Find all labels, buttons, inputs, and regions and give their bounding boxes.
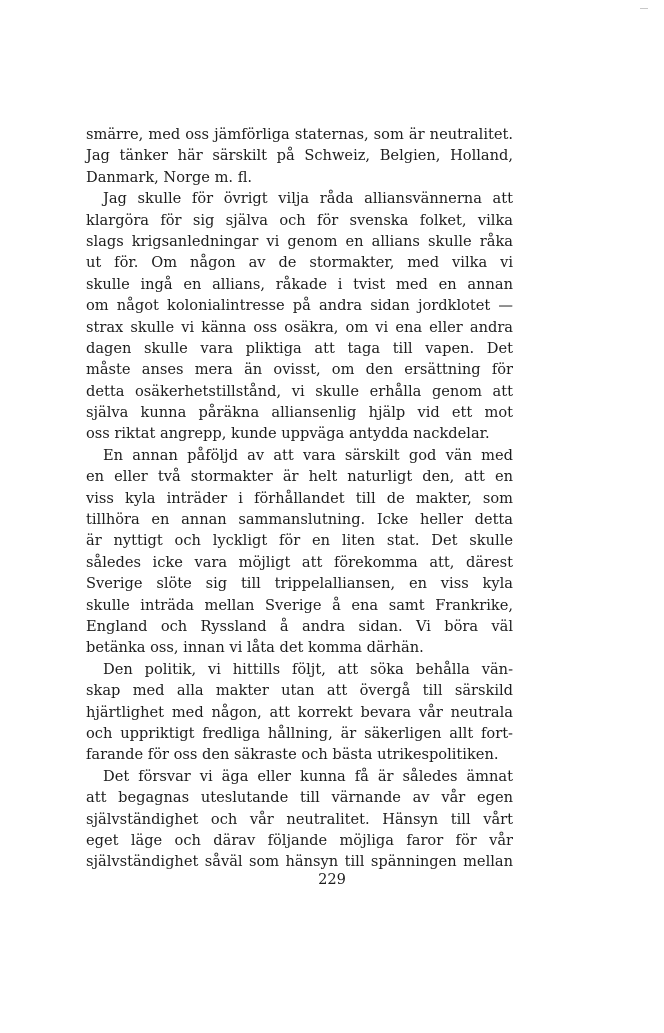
text-line: smärre, med oss jämförliga staternas, som är neutralitet. [86, 126, 513, 143]
text-line: måste anses mera än ovisst, om den ersättning för [86, 361, 513, 379]
text-line: om något kolonialintresse på andra sidan jordklotet — [86, 297, 513, 315]
text-line: farande för oss den säkraste och bästa utrikespolitiken. [86, 746, 499, 764]
text-line: skulle inträda mellan Sverige å ena samt Frankrike, [86, 596, 513, 614]
text-line: själva kunna påräkna alliansenlig hjälp vid ett mot [86, 404, 513, 422]
text-line: hjärtlighet med någon, att korrekt bevara vår neutrala [86, 703, 513, 721]
text-line: detta osäkerhetstillstånd, vi skulle erhålla genom att [86, 382, 513, 400]
text-line: Jag skulle för övrigt vilja råda alliansvännerna att [103, 190, 513, 208]
text-line: att begagnas uteslutande till värnande av vår egen [86, 789, 513, 807]
page-number: 229 [318, 871, 346, 888]
text-line: viss kyla inträder i förhållandet till de makter, som [86, 489, 513, 507]
body-text [86, 124, 513, 873]
text-line: Den politik, vi hittills följt, att söka behålla vän- [103, 660, 513, 678]
text-line: dagen skulle vara pliktiga att taga till vapen. Det [86, 339, 513, 357]
text-line: ut för. Om någon av de stormakter, med vilka vi [86, 254, 513, 272]
text-line: En annan påföljd av att vara särskilt god vän med [103, 446, 513, 464]
text-line: således icke vara möjligt att förekomma att, därest [86, 553, 513, 571]
text-line: Det försvar vi äga eller kunna få är således ämnat [103, 767, 513, 785]
text-line: oss riktat angrepp, kunde uppväga antydda nackdelar. [86, 425, 490, 443]
text-line: klargöra för sig själva och för svenska folket, vilka [86, 211, 513, 229]
text-line: Jag tänker här särskilt på Schweiz, Belgien, Holland, [86, 147, 513, 165]
text-line: betänka oss, innan vi låta det komma därhän. [86, 639, 424, 657]
text-line: självständighet och vår neutralitet. Hänsyn till vårt [86, 810, 513, 828]
text-line: skulle ingå en allians, råkade i tvist med en annan [86, 275, 513, 293]
text-line: England och Ryssland å andra sidan. Vi böra väl [86, 617, 513, 635]
text-line: är nyttigt och lyckligt för en liten stat. Det skulle [86, 532, 513, 550]
text-line: skap med alla makter utan att övergå till särskild [86, 682, 513, 700]
text-line: och uppriktigt fredliga hållning, är säkerligen allt fort- [86, 724, 513, 742]
text-line: självständighet såväl som hänsyn till spänningen mellan [86, 853, 513, 871]
scan-mark [640, 8, 648, 9]
text-line: Sverige slöte sig till trippelalliansen, en viss kyla [86, 575, 513, 593]
text-line: slags krigsanledningar vi genom en allians skulle råka [86, 232, 513, 250]
text-line: en eller två stormakter är helt naturligt den, att en [86, 468, 513, 486]
text-line: strax skulle vi känna oss osäkra, om vi ena eller andra [86, 318, 513, 336]
text-line: eget läge och därav följande möjliga faror för vår [86, 831, 513, 849]
text-line: Danmark, Norge m. fl. [86, 168, 253, 186]
text-line: tillhöra en annan sammanslutning. Icke heller detta [86, 511, 513, 529]
